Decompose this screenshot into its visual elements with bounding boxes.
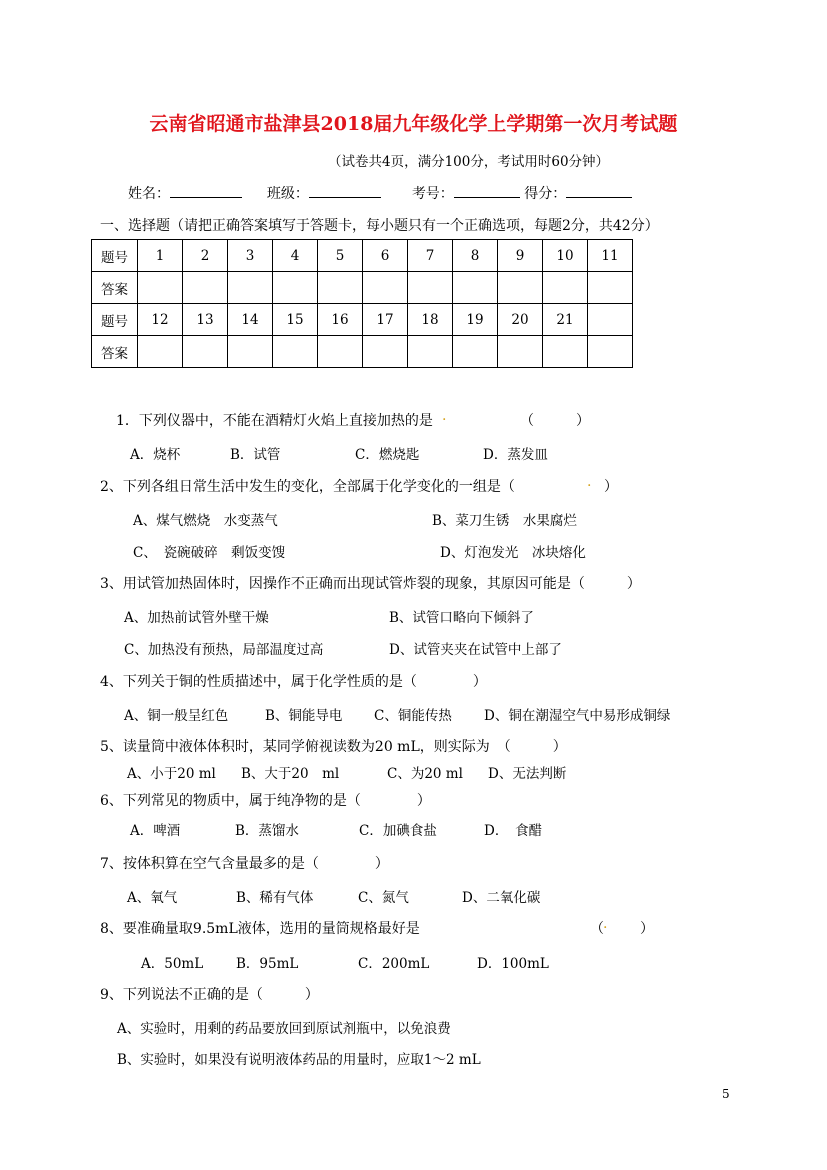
question-number-cell: 10 [543,240,588,272]
question-2-option-b: B、菜刀生锈 水果腐烂 [432,513,577,529]
question-2-stem: 2、下列各组日常生活中发生的变化，全部属于化学变化的一组是（ [100,479,515,495]
question-number-cell: 12 [138,304,183,336]
question-2-option-a: A、煤气燃烧 水变蒸气 [133,513,278,529]
score-label: 得分： [524,186,567,202]
question-number-cell: 6 [363,240,408,272]
answer-cell[interactable] [453,272,498,304]
question-9-option-a: A、实验时，用剩的药品要放回到原试剂瓶中，以免浪费 [117,1021,451,1037]
exam-info: （试卷共4页，满分100分，考试用时60分钟） [328,154,610,170]
question-number-cell: 15 [273,304,318,336]
answer-cell[interactable] [498,336,543,368]
question-3-stem: 3、用试管加热固体时，因操作不正确而出现试管炸裂的现象，其原因可能是（ ） [100,576,641,592]
question-number-cell: 14 [228,304,273,336]
question-number-cell: 17 [363,304,408,336]
exam-number-label: 考号： [411,186,454,202]
question-4-option-d: D、铜在潮湿空气中易形成铜绿 [484,708,671,724]
row-label: 答案 [92,336,138,368]
row-label: 题号 [92,304,138,336]
score-field[interactable] [566,183,632,198]
page-title: 云南省昭通市盐津县2018届九年级化学上学期第一次月考试题 [149,113,678,135]
question-5-option-d: D、无法判断 [488,766,567,782]
question-1-option-a: A．烧杯 [130,447,181,463]
question-1-mark: . [442,408,447,424]
question-number-cell: 21 [543,304,588,336]
question-2-answer-paren: ） [604,479,618,495]
name-field[interactable] [170,183,242,198]
question-3-option-d: D、试管夹夹在试管中上部了 [389,642,562,658]
answer-cell[interactable] [588,336,633,368]
question-6-stem: 6、下列常见的物质中，属于纯净物的是（ ） [100,793,431,809]
answer-cell[interactable] [318,272,363,304]
question-2-option-d: D、灯泡发光 冰块熔化 [440,545,586,561]
answer-cell[interactable] [408,272,453,304]
question-9-stem: 9、下列说法不正确的是（ ） [100,987,319,1003]
question-6-option-c: C．加碘食盐 [359,823,437,839]
question-7-option-c: C、氮气 [358,890,409,906]
answer-cell[interactable] [228,272,273,304]
question-number-cell [588,304,633,336]
row-label: 答案 [92,272,138,304]
question-number-cell: 8 [453,240,498,272]
answer-cell[interactable] [543,272,588,304]
answer-cell[interactable] [183,272,228,304]
question-9-option-b: B、实验时，如果没有说明液体药品的用量时，应取1～2 mL [117,1052,481,1068]
table-row [92,304,633,336]
answer-cell[interactable] [318,336,363,368]
question-8-answer-paren-open: （ [590,921,604,937]
question-1-option-c: C．燃烧匙 [355,447,420,463]
exam-number-field[interactable] [454,183,520,198]
question-number-cell: 19 [453,304,498,336]
question-8-option-a: A．50mL [141,956,204,972]
answer-cell[interactable] [138,336,183,368]
answer-cell[interactable] [543,336,588,368]
table-row [92,336,633,368]
question-6-option-d: D． 食醋 [484,823,543,839]
name-label: 姓名： [128,186,170,202]
question-4-option-c: C、铜能传热 [374,708,452,724]
answer-cell[interactable] [588,272,633,304]
row-label: 题号 [92,240,138,272]
question-number-cell: 1 [138,240,183,272]
question-number-cell: 18 [408,304,453,336]
question-1-stem: 1．下列仪器中，不能在酒精灯火焰上直接加热的是 [116,413,433,429]
question-number-cell: 5 [318,240,363,272]
answer-cell[interactable] [408,336,453,368]
question-7-option-a: A、氧气 [127,890,178,906]
answer-cell[interactable] [453,336,498,368]
answer-cell[interactable] [183,336,228,368]
question-1-answer-paren: （ ） [520,413,590,429]
question-number-cell: 7 [408,240,453,272]
answer-cell[interactable] [138,272,183,304]
question-7-option-b: B、稀有气体 [236,890,314,906]
question-7-option-d: D、二氧化碳 [462,890,541,906]
question-number-cell: 11 [588,240,633,272]
question-number-cell: 16 [318,304,363,336]
question-3-option-a: A、加热前试管外壁干燥 [124,610,269,626]
question-number-cell: 13 [183,304,228,336]
question-5-option-a: A、小于20 ml [127,766,216,782]
page-number: 5 [722,1087,730,1101]
question-7-stem: 7、按体积算在空气含量最多的是（ ） [100,856,389,872]
question-4-option-a: A、铜一般呈红色 [124,708,229,724]
class-label: 班级： [266,186,309,202]
question-number-cell: 20 [498,304,543,336]
question-number-cell: 4 [273,240,318,272]
question-1-option-b: B．试管 [230,447,281,463]
question-6-option-a: A．啤酒 [130,823,181,839]
answer-cell[interactable] [363,272,408,304]
question-3-option-c: C、加热没有预热，局部温度过高 [124,642,324,658]
question-3-option-b: B、试管口略向下倾斜了 [389,610,534,626]
answer-cell[interactable] [363,336,408,368]
section-heading: 一、选择题（请把正确答案填写于答题卡，每小题只有一个正确选项，每题2分，共42分） [100,218,659,234]
question-5-option-c: C、为20 ml [387,766,463,782]
question-number-cell: 9 [498,240,543,272]
answer-cell[interactable] [273,336,318,368]
question-8-option-d: D．100mL [477,956,549,972]
table-row [92,272,633,304]
table-row [92,240,633,272]
question-2-mark: . [587,474,592,490]
question-8-stem: 8、要准确量取9.5mL液体，选用的量筒规格最好是 [100,921,420,937]
question-4-option-b: B、铜能导电 [265,708,343,724]
question-8-mark: . [603,916,608,932]
question-5-option-b: B、大于20 ml [241,766,340,782]
question-8-answer-paren-close: ） [612,921,654,937]
question-8-option-c: C．200mL [358,956,430,972]
question-8-option-b: B．95mL [236,956,299,972]
question-5-stem: 5、读量筒中液体体积时，某同学俯视读数为20 mL，则实际为 （ ） [100,739,567,755]
answer-sheet-table [91,239,633,368]
question-1-option-d: D．蒸发皿 [483,447,548,463]
answer-cell[interactable] [273,272,318,304]
answer-cell[interactable] [498,272,543,304]
student-info-fields [128,183,632,203]
question-number-cell: 3 [228,240,273,272]
class-field[interactable] [309,183,381,198]
question-number-cell: 2 [183,240,228,272]
question-4-stem: 4、下列关于铜的性质描述中，属于化学性质的是（ ） [100,674,487,690]
question-6-option-b: B．蒸馏水 [235,823,299,839]
answer-cell[interactable] [228,336,273,368]
question-2-option-c: C、 瓷碗破碎 剩饭变馊 [133,545,286,561]
